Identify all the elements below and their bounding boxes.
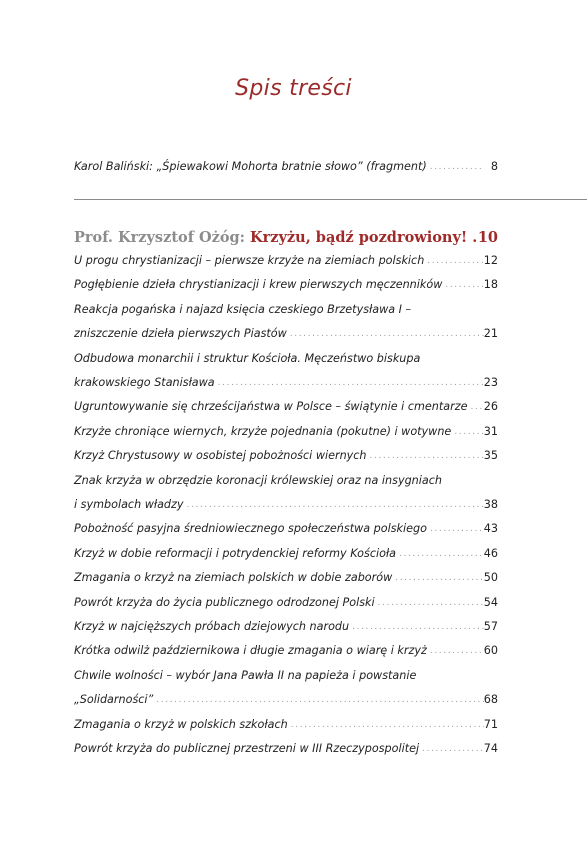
page-title: Spis treści xyxy=(235,76,352,101)
toc-entry-page: 71 xyxy=(483,717,498,731)
toc-entry[interactable] xyxy=(74,370,498,390)
toc-entry-text: Ugruntowywanie się chrześcijaństwa w Polsce – świątynie i cmentarze xyxy=(74,400,468,414)
toc-entry-page: 26 xyxy=(483,400,498,414)
toc-entry-text: Karol Baliński: „Śpiewakowi Mohorta bratnie słowo” (fragment) xyxy=(74,160,427,173)
toc-entry[interactable] xyxy=(74,736,498,756)
toc-entry-text: i symbolach władzy xyxy=(74,498,184,511)
toc-entry-text: Pogłębienie dzieła chrystianizacji i krew pierwszych męczenników xyxy=(74,278,443,292)
toc-entry-page: 21 xyxy=(483,327,498,341)
toc-entry-text: Krzyż w dobie reformacji i potrydenckiej reformy Kościoła xyxy=(74,546,397,560)
toc-entry[interactable] xyxy=(74,321,498,341)
toc-entry[interactable] xyxy=(74,248,498,268)
section-title: Krzyżu, bądź pozdrowiony! xyxy=(250,229,468,246)
toc-entry-text: Pobożność pasyjna średniowiecznego społeczeństwa polskiego xyxy=(74,522,427,536)
toc-entry-page: 57 xyxy=(483,620,498,633)
toc-entry[interactable] xyxy=(74,638,498,658)
toc-entry-page: 38 xyxy=(483,498,498,511)
toc-entry-page: 50 xyxy=(483,571,498,585)
toc-entry-text: Powrót krzyża do życia publicznego odrodzonej Polski xyxy=(74,595,375,609)
dot-leader xyxy=(287,327,484,341)
toc-entry-text: zniszczenie dzieła pierwszych Piastów xyxy=(74,327,287,341)
toc-entry-page: 60 xyxy=(483,644,498,658)
toc-entry-page: 35 xyxy=(483,449,498,463)
dot-leader xyxy=(367,449,484,463)
section-page: 10 xyxy=(477,229,498,246)
toc-entry-page: 54 xyxy=(483,595,498,609)
toc-entry[interactable] xyxy=(74,443,498,463)
toc-entry[interactable] xyxy=(74,712,498,732)
toc-entry[interactable] xyxy=(74,541,498,561)
dot-leader xyxy=(153,693,483,707)
toc-entry[interactable] xyxy=(74,614,498,634)
toc-entry-text: Znak krzyża w obrzędzie koronacji królewskiej oraz na insygniach xyxy=(74,473,442,487)
dot-leader xyxy=(467,400,483,414)
toc-entry-page: 68 xyxy=(483,693,498,707)
toc-entry[interactable] xyxy=(74,272,498,292)
toc-entry-page: 74 xyxy=(483,742,498,755)
toc-entry-page: 31 xyxy=(483,424,498,438)
toc-entry-text: Zmagania o krzyż w polskich szkołach xyxy=(74,717,288,731)
toc-entry[interactable] xyxy=(74,419,498,439)
dot-leader xyxy=(427,522,484,536)
toc-entry[interactable] xyxy=(74,590,498,610)
dot-leader xyxy=(419,742,484,756)
dot-leader xyxy=(375,596,484,610)
toc-entry[interactable] xyxy=(74,687,498,707)
toc-entry-text: Krzyż w najcięższych próbach dziejowych narodu xyxy=(74,620,350,633)
toc-entry-text: Powrót krzyża do publicznej przestrzeni w III Rzeczypospolitej xyxy=(74,742,420,755)
toc-entry-text: Odbudowa monarchii i struktur Kościoła. Męczeństwo biskupa xyxy=(74,351,421,365)
toc-entry-text: Krzyże chroniące wiernych, krzyże pojednania (pokutne) i wotywne xyxy=(74,424,452,438)
toc-entry-text: Chwile wolności – wybór Jana Pawła II na papieża i powstanie xyxy=(74,668,417,682)
toc-entry[interactable] xyxy=(74,492,498,512)
toc-entry-page: 12 xyxy=(483,254,498,267)
toc-entry-text: Krótka odwilż październikowa i długie zmagania o wiarę i krzyż xyxy=(74,644,427,658)
toc-entry[interactable] xyxy=(74,565,498,585)
author-colon: : xyxy=(239,229,246,246)
dot-leader xyxy=(392,571,484,585)
toc-entry-page: 18 xyxy=(483,278,498,292)
dot-leader xyxy=(451,425,483,439)
section-divider xyxy=(74,199,587,200)
toc-entry-page: 46 xyxy=(483,546,498,560)
toc-entry-text: „Solidarności” xyxy=(74,693,154,707)
toc-entry-text: Krzyż Chrystusowy w osobistej pobożności wiernych xyxy=(74,449,367,463)
toc-entry-page: 8 xyxy=(490,160,498,173)
dot-leader xyxy=(467,229,478,246)
dot-leader xyxy=(427,644,484,658)
dot-leader xyxy=(184,498,484,512)
toc-entry[interactable] xyxy=(74,468,498,488)
toc-entry-page: 23 xyxy=(483,376,498,389)
dot-leader xyxy=(349,620,484,634)
toc-entry[interactable] xyxy=(74,346,498,366)
dot-leader xyxy=(424,254,483,268)
section-author: Prof. Krzysztof Ożóg xyxy=(74,229,240,246)
toc-entry[interactable] xyxy=(74,663,498,683)
toc-entry-text: Reakcja pogańska i najazd księcia czeskiego Brzetysława I – xyxy=(74,302,412,316)
toc-entry-text: krakowskiego Stanisława xyxy=(74,376,215,389)
toc-entry-text: U progu chrystianizacji – pierwsze krzyże na ziemiach polskich xyxy=(74,254,425,267)
dot-leader xyxy=(427,160,484,174)
dot-leader xyxy=(396,547,484,561)
dot-leader xyxy=(215,376,484,390)
dot-leader xyxy=(288,718,484,732)
section-heading[interactable] xyxy=(74,224,498,246)
toc-intro-entry[interactable] xyxy=(74,154,498,174)
toc-entry-page: 43 xyxy=(483,522,498,536)
toc-entry[interactable] xyxy=(74,516,498,536)
toc-entry[interactable] xyxy=(74,297,498,317)
toc-entry[interactable] xyxy=(74,394,498,414)
toc-entry-text: Zmagania o krzyż na ziemiach polskich w dobie zaborów xyxy=(74,571,393,585)
dot-leader xyxy=(442,278,483,292)
